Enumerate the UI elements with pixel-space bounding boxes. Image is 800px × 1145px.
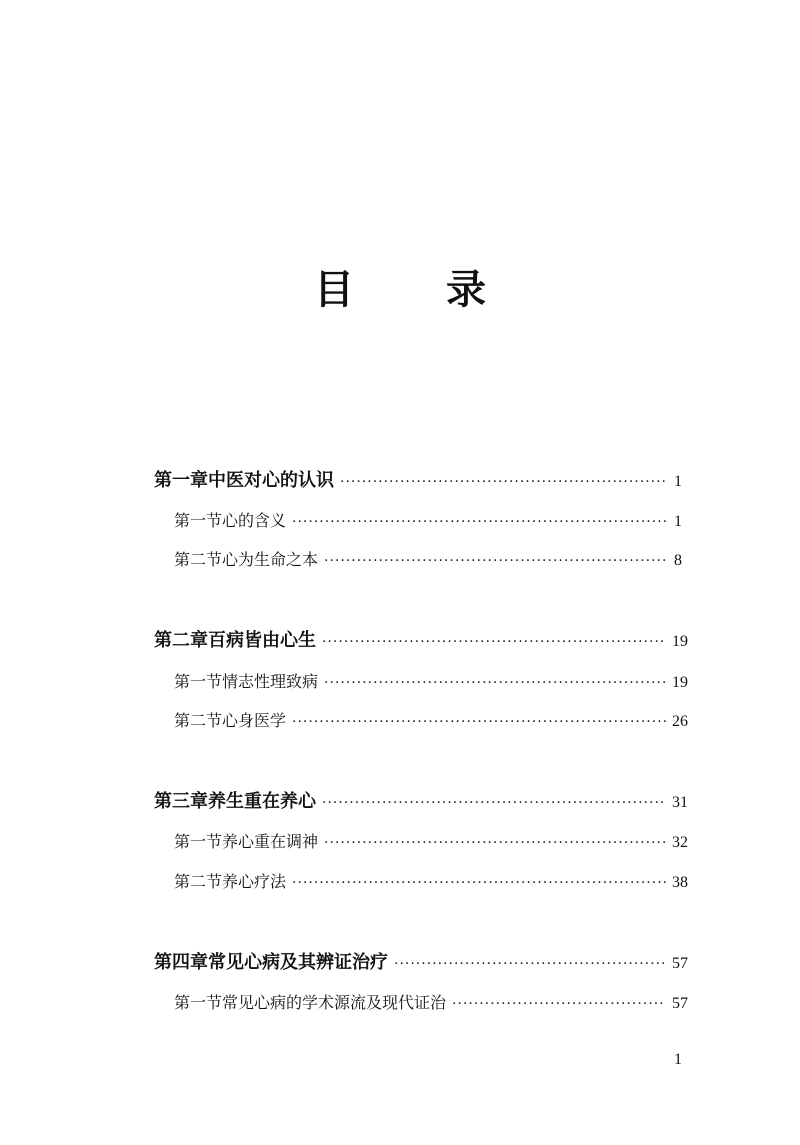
toc-page-number: 32 [672, 834, 688, 851]
dot-leader [292, 508, 666, 536]
toc-chapter-1[interactable] [154, 467, 682, 496]
toc-chapter-name: 养生重在养心 [208, 791, 316, 812]
dot-leader [324, 829, 666, 857]
toc-section-2-2[interactable] [174, 707, 688, 736]
dot-leader [292, 708, 666, 736]
toc-page-number: 31 [672, 794, 688, 811]
toc-chapter-2[interactable] [154, 627, 688, 656]
toc-page-number: 57 [672, 955, 688, 972]
toc-page-number: 26 [672, 713, 688, 730]
toc-section-name: 心的含义 [222, 511, 287, 530]
toc-section-label: 第二节 [174, 711, 223, 730]
toc-chapter-label: 第一章 [154, 470, 208, 491]
dot-leader [340, 468, 666, 496]
toc-section-label: 第一节 [174, 993, 223, 1012]
toc-chapter-label: 第二章 [154, 630, 208, 651]
toc-page-number: 1 [674, 473, 682, 490]
toc-section-label: 第一节 [174, 511, 223, 530]
toc-page-number: 19 [672, 674, 688, 691]
toc-section-name: 养心重在调神 [222, 832, 319, 851]
toc-section-3-1[interactable] [174, 828, 688, 857]
dot-leader [322, 628, 666, 656]
toc-section-2-1[interactable] [174, 668, 688, 697]
toc-section-name: 心为生命之本 [222, 550, 319, 569]
toc-chapter-label: 第三章 [154, 791, 208, 812]
toc-section-1-2[interactable] [174, 546, 682, 575]
toc-chapter-name: 中医对心的认识 [208, 470, 334, 491]
toc-section-label: 第二节 [174, 550, 223, 569]
toc-chapter-name: 常见心病及其辨证治疗 [208, 952, 388, 973]
toc-chapter-4[interactable] [154, 949, 688, 978]
toc-page-number: 19 [672, 633, 688, 650]
toc-section-label: 第二节 [174, 872, 223, 891]
dot-leader [394, 950, 666, 978]
dot-leader [324, 547, 666, 575]
toc-chapter-3[interactable] [154, 788, 688, 817]
page-number: 1 [674, 1051, 682, 1068]
toc-page-number: 38 [672, 874, 688, 891]
toc-section-name: 心身医学 [222, 711, 287, 730]
toc-page-number: 57 [672, 995, 688, 1012]
toc-section-name: 情志性理致病 [222, 672, 319, 691]
toc-chapter-name: 百病皆由心生 [208, 630, 316, 651]
toc-page-number: 8 [674, 552, 682, 569]
toc-section-label: 第一节 [174, 672, 223, 691]
toc-section-4-1[interactable] [174, 989, 688, 1018]
toc-page-number: 1 [674, 513, 682, 530]
toc-section-label: 第一节 [174, 832, 223, 851]
dot-leader [452, 990, 666, 1018]
page-title: 目 录 [314, 266, 512, 313]
dot-leader [322, 789, 666, 817]
toc-section-3-2[interactable] [174, 868, 688, 897]
dot-leader [292, 869, 666, 897]
toc-section-1-1[interactable] [174, 507, 682, 536]
dot-leader [324, 669, 666, 697]
toc-section-name: 养心疗法 [222, 872, 287, 891]
toc-chapter-label: 第四章 [154, 952, 208, 973]
toc-section-name: 常见心病的学术源流及现代证治 [222, 993, 447, 1012]
